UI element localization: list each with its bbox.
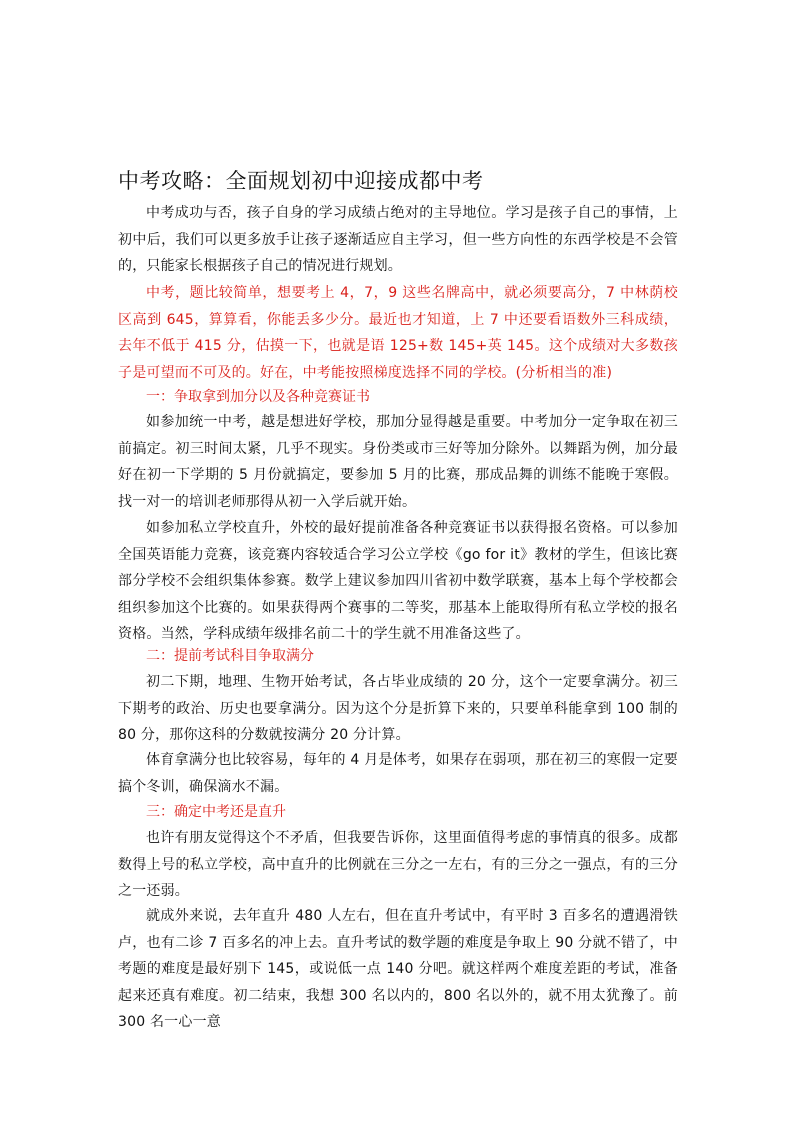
section-heading-2: 二：提前考试科目争取满分	[146, 648, 314, 664]
paragraph-direct-promotion: 也许有朋友觉得这个不矛盾，但我要告诉你，这里面值得考虑的事情真的很多。成都数得上号的私立学校，高中直升的比例就在三分之一左右，有的三分之一强点，有的三分之一还弱。	[118, 830, 678, 899]
section-heading-1: 一：争取拿到加分以及各种竞赛证书	[146, 389, 370, 405]
paragraph-early-exams: 初二下期，地理、生物开始考试，各占毕业成绩的 20 分，这个一定要拿满分。初三下期考的政治、历史也要拿满分。因为这个分是折算下来的，只要单科能拿到 100 制的 80 分，那你这科的分数就按满分 20 分计算。	[118, 674, 678, 743]
paragraph-chengwai: 就成外来说，去年直升 480 人左右，但在直升考试中，有平时 3 百多名的遭遇滑铁卢，也有二诊 7 百多名的冲上去。直升考试的数学题的难度是争取上 90 分就不错了，中考题的难度是最好别下 145，或说低一点 140 分吧。就这样两个难度差距的考试，准备起来还真有难度。初二结束，我想 300 名以内的，800 名以外的，就不用太犹豫了。前 300 名一心一意	[118, 908, 678, 1030]
paragraph-competitions: 如参加私立学校直升，外校的最好提前准备各种竞赛证书以获得报名资格。可以参加全国英语能力竞赛，该竞赛内容较适合学习公立学校《go for it》教材的学生，但该比赛部分学校不会组织集体参赛。数学上建议参加四川省初中数学联赛，基本上每个学校都会组织参加这个比赛的。如果获得两个赛事的二等奖，那基本上能取得所有私立学校的报名资格。当然，学科成绩年级排名前二十的学生就不用准备这些了。	[118, 520, 678, 642]
paragraph-pe-exam: 体育拿满分也比较容易，每年的 4 月是体考，如果存在弱项，那在初三的寒假一定要搞个冬训，确保滴水不漏。	[118, 752, 678, 795]
paragraph-bonus-points: 如参加统一中考，越是想进好学校，那加分显得越是重要。中考加分一定争取在初三前搞定。初三时间太紧，几乎不现实。身份类或市三好等加分除外。以舞蹈为例，加分最好在初一下学期的 5 月份就搞定，要参加 5 月的比赛，那成品舞的训练不能晚于寒假。 找一对一的培训老师那得从初一入学后就开始。	[118, 414, 678, 510]
document-title: 中考攻略：全面规划初中迎接成都中考	[118, 169, 484, 193]
paragraph-intro: 中考成功与否，孩子自身的学习成绩占绝对的主导地位。学习是孩子自己的事情，上初中后，我们可以更多放手让孩子逐渐适应自主学习，但一些方向性的东西学校是不会管的，只能家长根据孩子自己的情况进行规划。	[118, 205, 678, 274]
section-heading-3: 三：确定中考还是直升	[146, 804, 286, 820]
paragraph-scores: 中考，题比较简单，想要考上 4，7，9 这些名牌高中，就必须要高分，7 中林荫校区高到 645，算算看，你能丢多少分。最近也才知道，上 7 中还要看语数外三科成绩，去年不低于 415 分，估摸一下，也就是语 125+数 145+英 145。这个成绩对大多数孩子是可望而不可及的。好在，中考能按照梯度选择不同的学校。(分析相当的准)	[118, 285, 678, 381]
